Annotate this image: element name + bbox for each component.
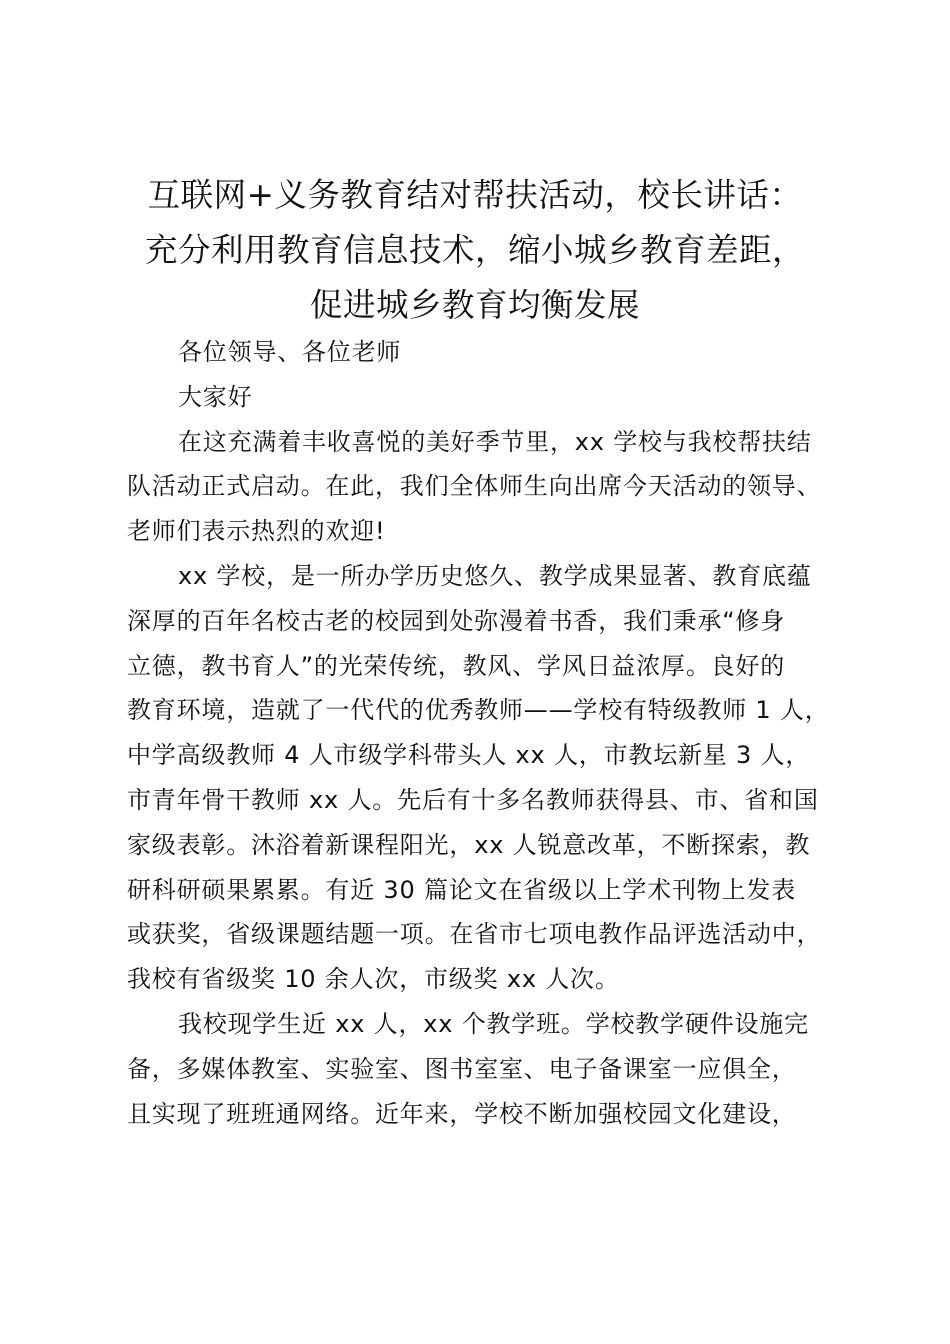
paragraph-line: 且实现了班班通网络。近年来，学校不断加强校园文化建设， (127, 1099, 797, 1128)
speech-body (127, 330, 857, 1136)
paragraph (127, 1002, 857, 1136)
paragraph-line: 或获奖，省级课题结题一项。在省市七项电教作品评选活动中， (127, 920, 822, 949)
paragraph-line: 队活动正式启动。在此，我们全体师生向出席今天活动的领导、 (127, 472, 822, 501)
paragraph-line: 我校现学生近 xx 人，xx 个教学班。学校教学硬件设施完 (178, 1009, 809, 1038)
title-line-3: 促进城乡教育均衡发展 (309, 286, 640, 324)
greeting-line: 各位领导、各位老师 (178, 338, 402, 366)
greeting-line: 大家好 (178, 382, 253, 411)
paragraph-line: 中学高级教师 4 人市级学科带头人 xx 人，市教坛新星 3 人， (127, 741, 811, 770)
paragraph-line: 深厚的百年名校古老的校园到处弥漫着书香，我们秉承“修身 (127, 606, 786, 635)
paragraph-line: 研科研硕果累累。有近 30 篇论文在省级以上学术刊物上发表 (127, 875, 796, 904)
paragraph-line: 我校有省级奖 10 余人次，市级奖 xx 人次。 (127, 965, 620, 994)
paragraph-line: 老师们表示热烈的欢迎! (127, 517, 386, 546)
paragraph-line: 家级表彰。沐浴着新课程阳光，xx 人锐意改革，不断探索，教 (127, 830, 811, 859)
paragraph-line: 市青年骨干教师 xx 人。先后有十多名教师获得县、市、省和国 (127, 785, 819, 814)
paragraph-line: xx 学校，是一所办学历史悠久、教学成果显著、教育底蕴 (178, 561, 812, 590)
title-line-2: 充分利用教育信息技术，缩小城乡教育差距， (144, 231, 805, 269)
paragraph (127, 420, 857, 554)
paragraph-line: 在这充满着丰收喜悦的美好季节里，xx 学校与我校帮扶结 (178, 427, 812, 456)
document-title (100, 168, 850, 333)
paragraph (127, 554, 857, 1002)
paragraph-line: 备，多媒体教室、实验室、图书室室、电子备课室一应俱全， (127, 1054, 797, 1083)
paragraph-line: 立德，教书育人”的光荣传统，教风、学风日益浓厚。良好的 (127, 651, 786, 680)
title-line-1: 互联网+义务教育结对帮扶活动，校长讲话： (147, 176, 803, 214)
paragraph-line: 教育环境，造就了一代代的优秀教师——学校有特级教师 1 人， (127, 696, 830, 725)
